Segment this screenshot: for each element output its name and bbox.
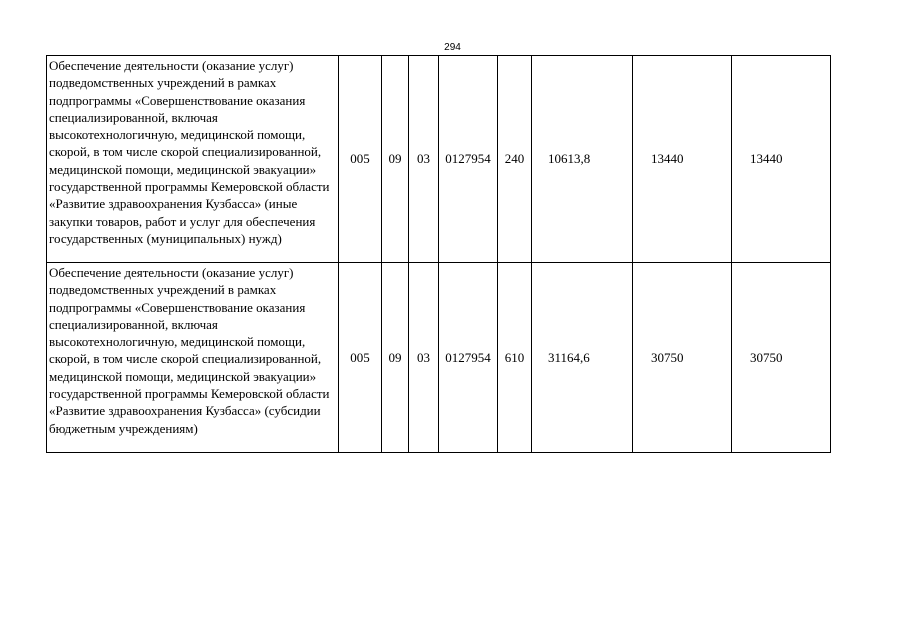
subsection-code: 03 [409, 56, 439, 263]
expense-type-code: 610 [498, 263, 532, 453]
row-description: Обеспечение деятельности (оказание услуг) подведомственных учреждений в рамках подпрограммы «Совершенствование оказания специализированной, включая высокотехнологичную, медицинской помощи, скорой, в том числе скорой специализированной, медицинской помощи, медицинской эвакуации» государственной программы Кемеровской области «Развитие здравоохранения Кузбасса» (субсидии бюджетным учреждениям) [47, 263, 339, 453]
row-description: Обеспечение деятельности (оказание услуг) подведомственных учреждений в рамках подпрограммы «Совершенствование оказания специализированной, включая высокотехнологичную, медицинской помощи, скорой, в том числе скорой специализированной, медицинской помощи, медицинской эвакуации» государственной программы Кемеровской области «Развитие здравоохранения Кузбасса» (иные закупки товаров, работ и услуг для обеспечения государственных (муниципальных) нужд) [47, 56, 339, 263]
amount-3: 13440 [732, 56, 831, 263]
amount-3: 30750 [732, 263, 831, 453]
expense-type-code: 240 [498, 56, 532, 263]
ministry-code: 005 [339, 56, 382, 263]
section-code: 09 [382, 56, 409, 263]
table-row [47, 263, 831, 453]
subsection-code: 03 [409, 263, 439, 453]
page-number: 294 [444, 42, 461, 53]
budget-table [46, 55, 831, 453]
amount-2: 13440 [633, 56, 732, 263]
ministry-code: 005 [339, 263, 382, 453]
amount-1: 10613,8 [532, 56, 633, 263]
section-code: 09 [382, 263, 409, 453]
table-row [47, 56, 831, 263]
amount-2: 30750 [633, 263, 732, 453]
amount-1: 31164,6 [532, 263, 633, 453]
target-article-code: 0127954 [439, 263, 498, 453]
target-article-code: 0127954 [439, 56, 498, 263]
